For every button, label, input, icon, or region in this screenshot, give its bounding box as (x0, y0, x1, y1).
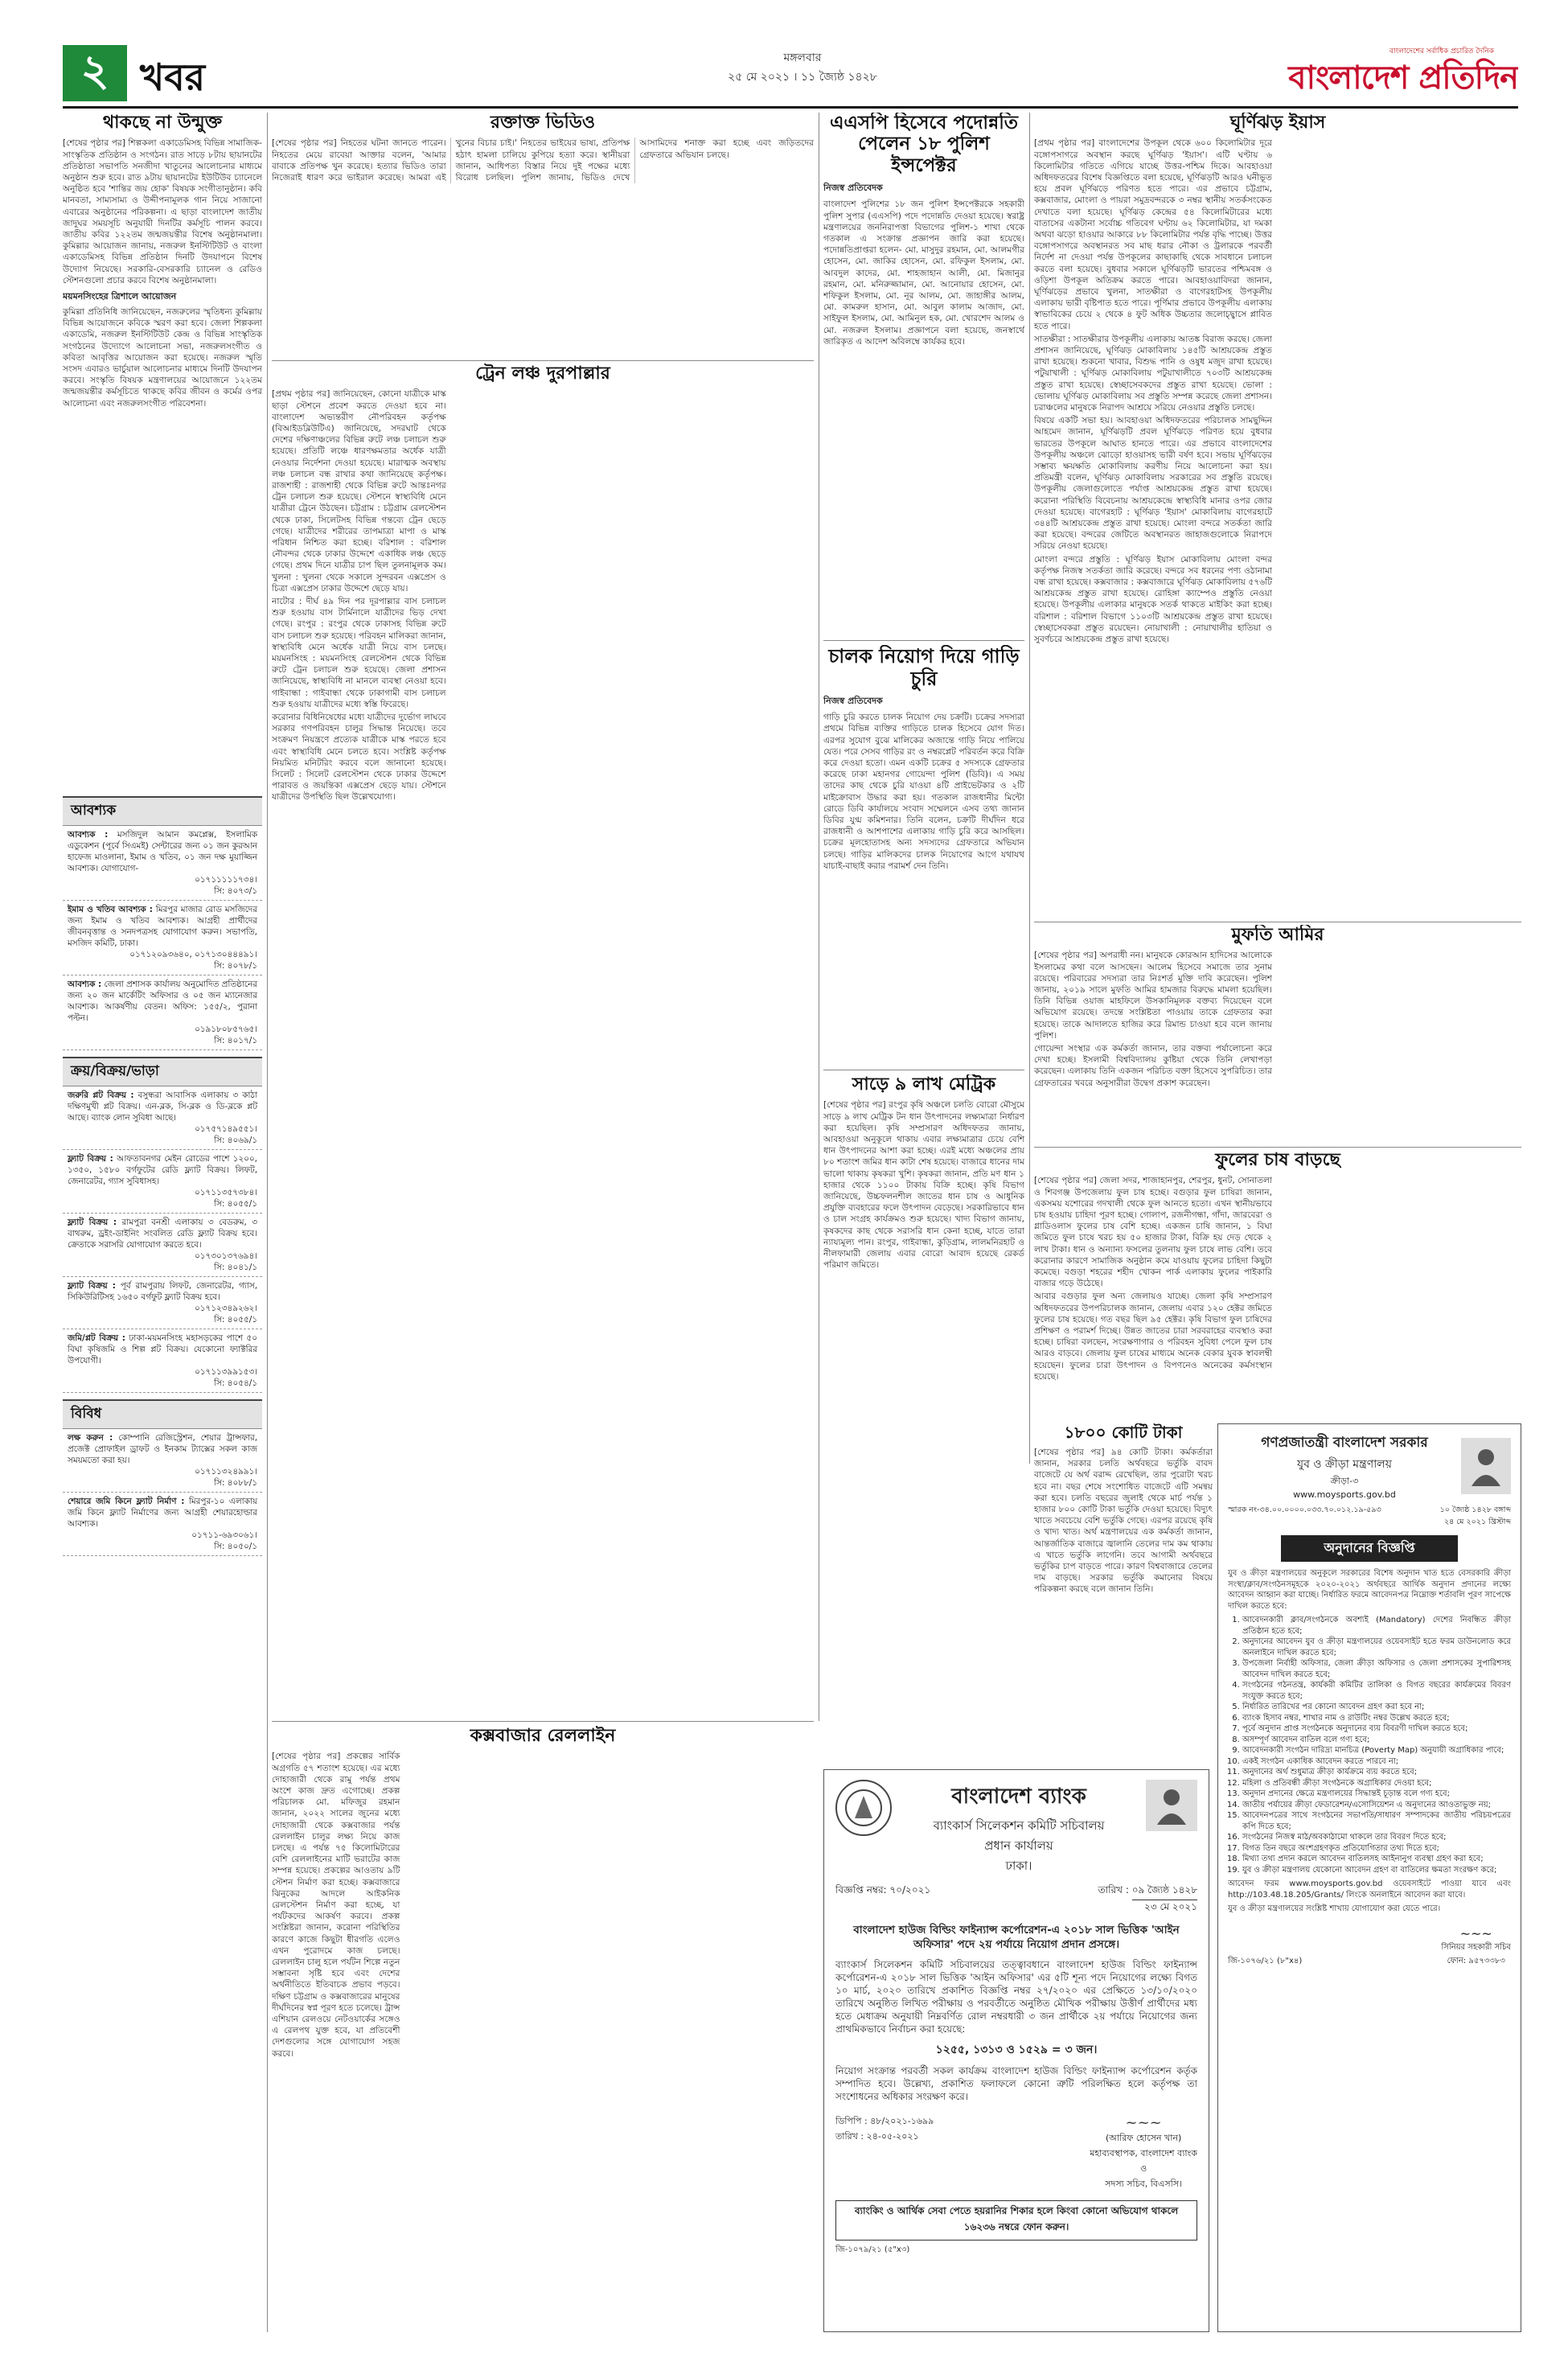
cyclone-body (1034, 138, 1521, 910)
gov-condition-item: 15. আবেদনপত্রের সাথে সংগঠনের সভাপতি/সাধারণ সম্পাদকের জাতীয় পরিচয়পত্রের কপি দিতে হবে; (1242, 1810, 1511, 1832)
train-launch-body (272, 388, 814, 1707)
ad-phone: ০১৭৫৭১৪৯৫৫১। (195, 1124, 257, 1134)
metric-article (823, 1074, 1024, 1573)
gov-signer-title: সিনিয়র সহকারী সচিব (1441, 1942, 1511, 1952)
gov-condition-item: 6. ব্যাংক হিসাব নম্বর, শাখার নাম ও রাউটিং নম্বর উল্লেখ করতে হবে; (1242, 1713, 1511, 1724)
page-number: ২ (80, 45, 109, 96)
ad-phone: ০১৭১১১১১৭৩৪। (195, 875, 257, 885)
train-launch-para: করোনার বিধিনিষেধের মধ্যে যাত্রীদের দুর্ভোগ লাঘবে সরকার গণপরিবহন চালুর সিদ্ধান্ত নিয়েছে। তবে সংক্রমণ নিয়ন্ত্রণে প্রত্যেক যাত্রীকে মাস্ক পরতে হবে এবং স্বাস্থ্যবিধি মেনে চলতে হবে। সংশ্লিষ্ট কর্তৃপক্ষ নিয়মিত মনিটরিং করবে বলে জানানো হয়েছে। সিলেট : সিলেট রেলস্টেশন থেকে ঢাকার উদ্দেশে পারাবত ও জয়ন্তিকা এক্সপ্রেস ছেড়ে যায়। স্টেশনে যাত্রীদের উপস্থিতি ছিল উল্লেখযোগ্য। (272, 712, 446, 803)
bank-dp: ডিপিপি : ৪৮/২০২১-১৬৯৯ (835, 2116, 934, 2127)
gov-condition-item: 2. অনুদানের আবেদন যুব ও ক্রীড়া মন্ত্রণালয়ের ওয়েবসাইট হতে ফরম ডাউনলোড করে অনলাইনে দাখিল করতে হবে; (1242, 1637, 1511, 1658)
mufti-article (1034, 925, 1521, 1142)
ad-text: মিরপুর-১০ এলাকায় জমি কিনে ফ্ল্যাট নির্মাণের জন্য আগ্রহী শেয়ারহোল্ডার আবশ্যক। (68, 1497, 257, 1529)
classified-ad (63, 1277, 262, 1329)
cyclone-para: বিষয়ে একটি সভা হয়। আবহাওয়া অধিদফতরের পরিচালক সামছুদ্দিন আহমেদ জানান, ঘূর্ণিঝড়টি প্রবল ঘূর্ণিঝড়ে পরিণত হয়ে বুধবার ভারতের উপকূলে আঘাত হানতে পারে। এর প্রভাবে বাংলাদেশের উপকূলীয় অঞ্চলে ঝোড়ো হাওয়াসহ ভারী বর্ষণ হবে। সভায় ঘূর্ণিঝড়ের সম্ভাব্য ক্ষয়ক্ষতি মোকাবিলায় করণীয় নিয়ে আলোচনা করা হয়। প্রতিমন্ত্রী বলেন, ঘূর্ণিঝড় মোকাবিলায় সরকারের সব প্রস্তুতি রয়েছে। উপকূলীয় জেলাগুলোতে পর্যাপ্ত আশ্রয়কেন্দ্র প্রস্তুত রাখা হয়েছে। করোনা পরিস্থিতি বিবেচনায় আশ্রয়কেন্দ্রে স্বাস্থ্যবিধি মানার ওপর জোর দেওয়া হয়েছে। বাগেরহাট : ঘূর্ণিঝড় 'ইয়াস' মোকাবিলায় বাগেরহাটে ৩৪৪টি আশ্রয়কেন্দ্র প্রস্তুত রাখা হয়েছে। মোংলা বন্দরে সতর্কতা জারি করা হয়েছে। বন্দরের জেটিতে অবস্থানরত জাহাজগুলোকে নিরাপদে সরিয়ে নেওয়া হয়েছে। (1034, 416, 1272, 552)
ad-head: শেয়ারে জমি কিনে ফ্ল্যাট নির্মাণ : (68, 1497, 185, 1506)
gov-condition-item: 10. একই সংগঠন একাধিক আবেদন করতে পারবে না; (1242, 1756, 1511, 1768)
ad-head: লক্ষ করুন : (68, 1433, 113, 1443)
ad-code: সি: ৪০১৭/১ (214, 1036, 257, 1045)
classified-rent-heading: ক্রয়/বিক্রয়/ভাড়া (63, 1057, 262, 1086)
cyclone-para: মোংলা বন্দরে প্রস্তুতি : ঘূর্ণিঝড় ইয়াস মোকাবিলায় মোংলা বন্দর কর্তৃপক্ষ নিজস্ব সতর্কতা জারি করেছে। বন্দরে সব ধরনের পণ্য ওঠানামা বন্ধ রাখা হয়েছে। কক্সবাজার : কক্সবাজারে ঘূর্ণিঝড় মোকাবিলায় ৫৭৬টি আশ্রয়কেন্দ্র প্রস্তুত রাখা হয়েছে। রোহিঙ্গা ক্যাম্পেও প্রস্তুতি নেওয়া হয়েছে। উপকূলীয় এলাকার মানুষকে সতর্ক থাকতে মাইকিং করা হচ্ছে। বরিশাল : বরিশাল বিভাগে ১১০৩টি আশ্রয়কেন্দ্র প্রস্তুত রাখা হয়েছে। স্বেচ্ছাসেবকরা প্রস্তুত রয়েছেন। নোয়াখালী : নোয়াখালীর হাতিয়া ও সুবর্ণচরে আশ্রয়কেন্দ্র প্রস্তুত রাখা হয়েছে। (1034, 554, 1272, 645)
gov-condition-item: 4. সংগঠনের গঠনতন্ত্র, কার্যকরী কমিটির তালিকা ও বিগত বছরের কার্যক্রমের বিবরণ সংযুক্ত করতে হবে; (1242, 1680, 1511, 1702)
ad-phone: ০১৭১২৩৪৯২৬২। (195, 1304, 257, 1313)
train-launch-para: নাটোর : দীর্ঘ ৪৯ দিন পর দূরপাল্লার বাস চলাচল শুরু হওয়ায় বাস টার্মিনালে যাত্রীদের ভিড় দেখা গেছে। রংপুর : রংপুর থেকে ঢাকাসহ বিভিন্ন রুটে বাস চলাচল শুরু হয়েছে। পরিবহন মালিকরা জানান, স্বাস্থ্যবিধি মেনে অর্ধেক যাত্রী নিয়ে বাস চলছে। ময়মনসিংহ : ময়মনসিংহ রেলস্টেশন থেকে বিভিন্ন রুটে ট্রেন চলাচল শুরু হয়েছে। জেলা প্রশাসন জানিয়েছে, স্বাস্থ্যবিধি না মানলে ব্যবস্থা নেওয়া হবে। গাইবান্ধা : গাইবান্ধা থেকে ঢাকাগামী বাস চলাচল শুরু হওয়ায় যাত্রীদের মধ্যে স্বস্তি ফিরেছে। (272, 596, 446, 709)
ad-text: জেলা প্রশাসক কার্যালয় অনুমোদিত প্রতিষ্ঠানের জন্য ২০ জন মার্কেটিং অফিসার ও ০৫ জন ম্যানেজার আবশ্যক। আকর্ষণীয় বেতন। অফিস: ১৫৫/২, পুরানা পল্টন। (68, 980, 257, 1023)
classified-ad (63, 1493, 262, 1556)
bank-office: প্রধান কার্যালয় (984, 1838, 1053, 1853)
driver-article (823, 645, 1024, 1063)
train-launch-headline: ট্রেন লঞ্চ দুরপাল্লার (475, 363, 610, 384)
classified-block (63, 796, 262, 2328)
classified-ad (63, 901, 262, 975)
ad-text: মিরপুর মাজার রোড মসজিদের জন্য ইমাম ও খতিব আবশ্যক। আগ্রহী প্রার্থীদের জীবনবৃত্তান্ত ও সনদপত্রসহ যোগাযোগ করুন। সভাপতি, মসজিদ কমিটি, ঢাকা। (68, 905, 257, 948)
classified-ad (63, 1150, 262, 1214)
nazrul-article (63, 113, 262, 792)
subsidy-headline: ১৮০০ কোটি টাকা (1064, 1423, 1183, 1442)
classified-ad (63, 1086, 262, 1150)
ad-phone: ০১৭১১-৬৯৩০৬১। (191, 1530, 257, 1540)
cyclone-para: সাতক্ষীরা : সাতক্ষীরার উপকূলীয় এলাকায় আতঙ্ক বিরাজ করছে। জেলা প্রশাসন জানিয়েছে, ঘূর্ণিঝড় মোকাবিলায় ১৪৫টি আশ্রয়কেন্দ্র প্রস্তুত রাখা হয়েছে। শুকনো খাবার, বিশুদ্ধ পানি ও ওষুধ মজুদ রাখা হয়েছে। পটুয়াখালী : ঘূর্ণিঝড় মোকাবিলায় পটুয়াখালীতে ৭০৩টি আশ্রয়কেন্দ্র প্রস্তুত রাখা হয়েছে। স্বেচ্ছাসেবকদের প্রস্তুত রাখা হয়েছে। ভোলা : ভোলায় ঘূর্ণিঝড় মোকাবিলায় সব প্রস্তুতি সম্পন্ন করেছে জেলা প্রশাসন। চরাঞ্চলের মানুষকে নিরাপদ আশ্রয়ে সরিয়ে নেওয়ার প্রস্তুতি চলছে। (1034, 334, 1272, 413)
gov-footer: যুব ও ক্রীড়া মন্ত্রণালয়ের সংশ্লিষ্ট শাখায় যোগাযোগ করা যেতে পারে। (1228, 1904, 1441, 1913)
ad-head: আবশ্যক : (68, 830, 109, 840)
train-launch-article (272, 363, 814, 1715)
gov-date-2: ২৪ মে ২০২১ খ্রিস্টাব্দ (1443, 1518, 1511, 1526)
classified-needed-heading: আবশ্যক (63, 796, 262, 826)
masthead-tagline: বাংলাদেশের সর্বাধিক প্রচারিত দৈনিক (1389, 47, 1494, 55)
bank-seal-icon (835, 1780, 892, 1836)
video-headline: রক্তাক্ত ভিডিও (490, 113, 596, 133)
promotion-headline: এএসপি হিসেবে পদোন্নতি পেলেন ১৮ পুলিশ ইন্সপেক্টর (829, 113, 1019, 176)
ad-code: সি: ৪০৫৫/১ (214, 1199, 257, 1209)
signature-icon: ~~~ (1125, 2114, 1162, 2132)
bank-rolls: ১২৫৫, ১৩১৩ ও ১৫২৯ = ৩ জন। (935, 2043, 1098, 2057)
header-day: মঙ্গলবার (783, 51, 822, 64)
gov-code: জি-১০৭৬/২১ (৮"x৪) (1228, 1956, 1303, 1965)
mufti-headline: মুফতি আমির (1231, 925, 1324, 945)
gov-condition-item: 17. বিগত তিন বছরে অংশগ্রহণকৃত প্রতিযোগিতার তথ্য দিতে হবে; (1242, 1843, 1511, 1854)
ad-head: আবশ্যক : (68, 980, 102, 989)
ad-phone: ০১৭১১৩৫৭৩৮৪। (195, 1188, 257, 1197)
rail-body: [শেষের পৃষ্ঠার পর] প্রকল্পের সার্বিক অগ্রগতি ৫৭ শতাংশ হয়েছে। এর মধ্যে দোহাজারী থেকে রামু পর্যন্ত প্রথম অংশে কাজ দ্রুত এগোচ্ছে। প্রকল্প পরিচালক মো. মফিজুর রহমান জানান, ২০২২ সালের জুনের মধ্যে দোহাজারী থেকে কক্সবাজার পর্যন্ত রেললাইন চালুর লক্ষ্য নিয়ে কাজ চলছে। এ পর্যন্ত ৭৫ কিলোমিটারের বেশি রেললাইনের মাটি ভরাটের কাজ সম্পন্ন হয়েছে। প্রকল্পের আওতায় ৯টি স্টেশন নির্মাণ করা হচ্ছে। কক্সবাজারে ঝিনুকের আদলে আইকনিক রেলস্টেশন নির্মাণ করা হচ্ছে, যা পর্যটকদের আকর্ষণ করবে। প্রকল্প সংশ্লিষ্টরা জানান, করোনা পরিস্থিতির কারণে কাজে কিছুটা ধীরগতি এলেও এখন পুরোদমে কাজ চলছে। রেললাইন চালু হলে পর্যটন শিল্পে নতুন সম্ভাবনা সৃষ্টি হবে এবং দেশের অর্থনীতিতে ইতিবাচক প্রভাব পড়বে। দক্ষিণ চট্টগ্রাম ও কক্সবাজারের মানুষের দীর্ঘদিনের স্বপ্ন পূরণ হতে চলেছে। ট্রান্স এশিয়ান রেলওয়ে নেটওয়ার্কের সঙ্গেও এ রেলপথ যুক্ত হবে, যা প্রতিবেশী দেশগুলোর সঙ্গে যোগাযোগ সহজ করবে। (272, 1752, 400, 2059)
bank-date-2: ২৩ মে ২০২১ (1144, 1901, 1197, 1912)
header-rule (63, 106, 1518, 109)
gov-condition-item: 7. পূর্বে অনুদান প্রাপ্ত সংগঠনকে অনুদানের ব্যয় বিবরণী দাখিল করতে হবে; (1242, 1723, 1511, 1735)
bank-signer: (আরিফ হোসেন খান) (1105, 2133, 1182, 2144)
train-launch-para: [প্রথম পৃষ্ঠার পর] জানিয়েছেন, কোনো যাত্রীকে মাস্ক ছাড়া স্টেশনে প্রবেশ করতে দেওয়া হবে না। বাংলাদেশ অভ্যন্তরীণ নৌপরিবহন কর্তৃপক্ষ (বিআইডব্লিউটিএ) জানিয়েছে, সদরঘাট থেকে দেশের দক্ষিণাঞ্চলের বিভিন্ন রুটে লঞ্চ চলাচল শুরু হয়েছে। প্রতিটি লঞ্চে ধারণক্ষমতার অর্ধেক যাত্রী নেওয়ার নির্দেশনা দেওয়া হয়েছে। মারাত্মক অবস্থায় লঞ্চ চলাচল বন্ধ রাখার কথা জানিয়েছে কর্তৃপক্ষ। রাজশাহী : রাজশাহী থেকে বিভিন্ন রুটে আন্তঃনগর ট্রেন চলাচল শুরু হয়েছে। স্টেশনে স্বাস্থ্যবিধি মেনে যাত্রীরা ট্রেনে উঠছেন। চট্টগ্রাম : চট্টগ্রাম রেলস্টেশন থেকে ঢাকা, সিলেটসহ বিভিন্ন গন্তব্যে ট্রেন ছেড়ে গেছে। যাত্রীদের শরীরের তাপমাত্রা মাপা ও মাস্ক পরিধান নিশ্চিত করা হচ্ছে। বরিশাল : বরিশাল নৌবন্দর থেকে ঢাকার উদ্দেশে একাধিক লঞ্চ ছেড়ে গেছে। প্রথম দিনে যাত্রীর চাপ ছিল তুলনামূলক কম। খুলনা : খুলনা থেকে সকালে সুন্দরবন এক্সপ্রেস ও চিত্রা এক্সপ্রেস ঢাকার উদ্দেশে ছেড়ে যায়। (272, 389, 446, 594)
ad-head: জরুরি প্লট বিক্রয় : (68, 1090, 134, 1100)
flower-para: [শেষের পৃষ্ঠার পর] জেলা সদর, শাজাহানপুর, শেরপুর, ধুনট, সোনাতলা ও শিবগঞ্জ উপজেলায় ফুল চাষ হচ্ছে। বগুড়ার ফুল চাষিরা জানান, একসময় যশোরের গদখালী থেকে ফুল আনতে হতো। এখন স্থানীয়ভাবে চাষ হওয়ায় চাহিদা পূরণ হচ্ছে। গোলাপ, রজনীগন্ধা, গাঁদা, জারবেরা ও গ্লাডিওলাস ফুলের চাষ বেশি হচ্ছে। একজন চাষি জানান, ১ বিঘা জমিতে ফুল চাষে খরচ হয় ৫০ হাজার টাকা, বিক্রি হয় দেড় থেকে ২ লাখ টাকা। ধান ও অন্যান্য ফসলের তুলনায় ফুল চাষে লাভ বেশি। তবে করোনার কারণে সামাজিক অনুষ্ঠান কমে যাওয়ায় ফুলের চাহিদা কিছুটা কমেছে। বগুড়া শহরের শহীদ খোকন পার্ক এলাকায় ফুলের পাইকারি বাজার গড়ে উঠেছে। (1034, 1176, 1272, 1289)
cyclone-headline: ঘূর্ণিঝড় ইয়াস (1229, 113, 1326, 133)
nazrul-subhead: ময়মনসিংহের ত্রিশালে আয়োজন (63, 290, 177, 302)
gov-condition-item: 18. মিথ্যা তথ্য প্রদান করলে আবেদন বাতিলসহ আইনানুগ ব্যবস্থা গ্রহণ করা হবে; (1242, 1854, 1511, 1865)
video-body: [শেষের পৃষ্ঠার পর] নিহতের ঘটনা জানতে পারেন। নিহতের মেয়ে রাবেয়া আক্তার বলেন, 'আমার বাবাকে প্রতিপক্ষ খুন করেছে। হত্যার ভিডিও তারা নিজেরাই ধারণ করে ভাইরাল করেছে। আমরা এই খুনের বিচার চাই।' নিহতের ভাইয়ের ভাষ্য, প্রতিপক্ষ হঠাৎ হামলা চালিয়ে কুপিয়ে হত্যা করে। স্থানীয়রা জানান, আধিপত্য বিস্তার নিয়ে দুই পক্ষের মধ্যে বিরোধ চলছিল। পুলিশ জানায়, ভিডিও দেখে আসামিদের শনাক্ত করা হচ্ছে এবং জড়িতদের গ্রেফতারে অভিযান চলছে। (272, 138, 814, 183)
portrait-icon (1146, 1780, 1197, 1831)
ad-head: ইমাম ও খতিব আবশ্যক : (68, 905, 153, 914)
signature-icon: ~~~ (1459, 1925, 1492, 1941)
masthead-logo (1229, 55, 1518, 103)
flower-para: আবার বগুড়ার ফুল অন্য জেলায়ও যাচ্ছে। জেলা কৃষি সম্প্রসারণ অধিদফতরের উপপরিচালক জানান, জেলায় এবার ১২০ হেক্টর জমিতে ফুলের চাষ হয়েছে। গত বছর ছিল ৯৫ হেক্টর। কৃষি বিভাগ ফুল চাষিদের প্রশিক্ষণ ও পরামর্শ দিচ্ছে। উন্নত জাতের চারা সরবরাহের ব্যবস্থাও করা হচ্ছে। চাষিরা বলছেন, সংরক্ষণাগার ও পরিবহন সুবিধা পেলে ফুল চাষ আরও বাড়বে। জেলায় ফুল চাষের মাধ্যমে অনেক বেকার যুবক স্বাবলম্বী হয়েছেন। ফুলের চারা উৎপাদন ও বিপণনেও অনেকের কর্মসংস্থান হয়েছে। (1034, 1292, 1272, 1382)
section-rule (272, 1721, 814, 1722)
gov-ministry: যুব ও ক্রীড়া মন্ত্রণালয় (1297, 1458, 1392, 1471)
ad-text: বসুন্ধরা আবাসিক এলাকায় ৩ কাঠা দক্ষিণমুখী প্লট বিক্রয়। এন-ব্লক, সি-ব্লক ও ডি-ব্লকে প্লট আছে। ব্যাংক লোন সুবিধা আছে। (68, 1090, 257, 1123)
gov-condition-item: 5. নির্ধারিত তারিখের পর কোনো আবেদন গ্রহণ করা হবে না; (1242, 1702, 1511, 1713)
bank-city: ঢাকা। (1005, 1859, 1032, 1873)
promotion-byline: নিজস্ব প্রতিবেদক (823, 183, 883, 194)
page-number-box (63, 45, 127, 101)
ad-text: ঢাকা-ময়মনসিংহ মহাসড়কের পাশে ৫০ বিঘা কৃষিজমি ও শিল্প প্লট বিক্রয়। যেকোনো ফ্যাক্টরির উপযোগী। (68, 1333, 258, 1366)
classified-misc-heading: বিবিধ (63, 1399, 262, 1429)
classified-ad (63, 1429, 262, 1493)
classified-ad (63, 975, 262, 1050)
gov-conditions-list (1228, 1615, 1511, 1875)
logo-text: বাংলাদেশ প্রতিদিন (1288, 58, 1518, 97)
mufti-para: [শেষের পৃষ্ঠার পর] অপরাধী নন। মানুষকে কোরআন হাদিসের আলোকে ইসলামের কথা বলে আসছেন। আলেম হিসেবে সমাজে তার সুনাম রয়েছে। পরিবারের সদস্যরা তার নিঃশর্ত মুক্তি দাবি করেছেন। পুলিশ জানায়, ২০১৯ সালে মুফতি আমির হামজার বিরুদ্ধে মামলা হয়েছিল। তিনি বিভিন্ন ওয়াজ মাহফিলে উসকানিমূলক বক্তব্য দিয়েছেন বলে অভিযোগ রয়েছে। তদন্তে সংশ্লিষ্টতা পাওয়ায় তাকে গ্রেফতার করা হয়েছে। তাকে আদালতে হাজির করে রিমান্ড চাওয়া হবে বলে জানায় পুলিশ। (1034, 951, 1272, 1041)
driver-headline: চালক নিয়োগ দিয়ে গাড়ি চুরি (828, 645, 1020, 690)
gov-condition-item: 11. অনুদানের অর্থ শুধুমাত্র ক্রীড়া কার্যক্রমে ব্যয় করতে হবে; (1242, 1767, 1511, 1778)
video-article (272, 113, 814, 354)
gov-condition-item: 16. সংগঠনের নিজস্ব মাঠ/অবকাঠামো থাকলে তার বিবরণ দিতে হবে; (1242, 1832, 1511, 1843)
bank-footer: ব্যাংকিং ও আর্থিক সেবা পেতে হয়রানির শিকার হলে কিংবা কোনো অভিযোগ থাকলে ১৬২৩৬ নম্বরে ফোন করুন। (835, 2200, 1197, 2241)
ad-text: পূর্ব রামপুরায় লিফট, জেনারেটর, গ্যাস, সিকিউরিটিসহ ১৬৫০ বর্গফুট ফ্ল্যাট বিক্রয় হবে। (68, 1281, 257, 1302)
flower-body (1034, 1175, 1521, 1400)
ad-head: ফ্ল্যাট বিক্রয় : (68, 1218, 117, 1227)
portrait-icon (1461, 1438, 1511, 1494)
gov-branch: ক্রীড়া-৩ (1330, 1476, 1359, 1486)
gov-condition-item: 8. অসম্পূর্ণ আবেদন বাতিল বলে গণ্য হবে; (1242, 1735, 1511, 1746)
bank-ad (823, 1769, 1209, 2332)
bank-signer-title-3: সদস্য সচিব, বিএসসি। (1105, 2179, 1182, 2190)
gov-condition-item: 9. আবেদনকারী সংগঠন দারিদ্র্য মানচিত্র (Poverty Map) অনুযায়ী অগ্রাধিকার পাবে; (1242, 1745, 1511, 1756)
flower-headline: ফুলের চাষ বাড়ছে (1215, 1150, 1340, 1170)
cyclone-article (1034, 113, 1521, 917)
gov-link-note: আবেদন ফরম www.moysports.gov.bd ওয়েবসাইটে পাওয়া যাবে এবং http://103.48.18.205/Grants/ লিংকে অনলাইনে আবেদন করা যাবে। (1228, 1879, 1511, 1900)
header-date: ২৫ মে ২০২১ । ১১ জ্যৈষ্ঠ ১৪২৮ (728, 71, 877, 84)
promotion-body: বাংলাদেশ পুলিশের ১৮ জন পুলিশ ইন্সপেক্টরকে সহকারী পুলিশ সুপার (এএসপি) পদে পদোন্নতি দেওয়া হয়েছে। স্বরাষ্ট্র মন্ত্রণালয়ের জননিরাপত্তা বিভাগের পুলিশ-১ শাখা থেকে গতকাল এ সংক্রান্ত প্রজ্ঞাপন জারি করা হয়েছে। পদোন্নতিপ্রাপ্তরা হলেন- মো. মাসুদুর রহমান, মো. আলমগীর হোসেন, মো. জাকির হোসেন, মো. রফিকুল ইসলাম, মো. আবদুল কাদের, মো. শাহজাহান আলী, মো. মিজানুর রহমান, মো. মনিরুজ্জামান, মো. আনোয়ার হোসেন, মো. শফিকুল ইসলাম, মো. নূর আলম, মো. জাহাঙ্গীর আলম, মো. কামরুল হাসান, মো. আবুল কালাম আজাদ, মো. সাইফুল ইসলাম, মো. আমিনুল হক, মো. খোরশেদ আলম ও মো. নজরুল ইসলাম। প্রজ্ঞাপনে বলা হয়েছে, জনস্বার্থে জারিকৃত এ আদেশ অবিলম্বে কার্যকর হবে। (823, 199, 1024, 347)
gov-ad (1217, 1423, 1521, 2332)
bank-notice-no: বিজ্ঞপ্তি নম্বর: ৭০/২০২১ (835, 1884, 931, 1896)
ad-code: সি: ৪০৪১/১ (214, 1263, 257, 1272)
mufti-body (1034, 950, 1521, 1133)
ad-text: রামপুরা বনশ্রী এলাকায় ৩ বেডরুম, ৩ বাথরুম, ড্রইং-ডাইনিং সংবলিত রেডি ফ্ল্যাট বিক্রয় হবে। ক্রেতাকে সরাসরি যোগাযোগ করতে হবে। (68, 1218, 257, 1250)
bank-dept: ব্যাংকার্স সিলেকশন কমিটি সচিবালয় (933, 1818, 1105, 1833)
section-title: খবর (140, 55, 206, 99)
section-rule (823, 640, 1024, 641)
bank-date-label: তারিখ : (1098, 1884, 1129, 1896)
bank-signer-title-2: ও (1140, 2163, 1147, 2175)
gov-ad-title: অনুদানের বিজ্ঞপ্তি (1281, 1535, 1458, 1562)
gov-condition-item: 12. মহিলা ও প্রতিবন্ধী ক্রীড়া সংগঠনকে অগ্রাধিকার দেওয়া হবে; (1242, 1778, 1511, 1789)
bank-date-1: ০৯ জ্যৈষ্ঠ ১৪২৮ (1132, 1883, 1197, 1900)
ad-head: জমি/প্লট বিক্রয় : (68, 1333, 125, 1343)
ad-code: সি: ৪০৫৫/১ (214, 1315, 257, 1325)
rail-article (272, 1726, 814, 2337)
ad-phone: ০১৭১১৩২৪৯৯১। (195, 1467, 257, 1477)
mufti-para: গোয়েন্দা সংস্থার এক কর্মকর্তা জানান, তার বক্তব্য পর্যালোচনা করে দেখা হচ্ছে। ইসলামী বিশ্ববিদ্যালয় কুষ্টিয়া থেকে তিনি লেখাপড়া করেছেন। এলাকায় তিনি একজন পরিচিত বক্তা হিসেবে সুপরিচিত। তার গ্রেফতারের খবরে অনুসারীরা উদ্বেগ প্রকাশ করেছেন। (1034, 1043, 1272, 1088)
driver-body: গাড়ি চুরি করতে চালক নিয়োগ দেয় চক্রটি। চক্রের সদস্যরা প্রথমে বিভিন্ন ব্যক্তির গাড়িতে চালক হিসেবে যোগ দিত। এরপর সুযোগ বুঝে মালিকের অজান্তে গাড়ি নিয়ে পালিয়ে যেত। পরে সেসব গাড়ির রং ও নম্বরপ্লেট পরিবর্তন করে বিক্রি করে দেওয়া হতো। এমন একটি চক্রের ৫ সদস্যকে গ্রেফতার করেছে ঢাকা মহানগর গোয়েন্দা পুলিশ (ডিবি)। এ সময় তাদের কাছ থেকে চুরি যাওয়া ৪টি প্রাইভেটকার ও ২টি মাইক্রোবাস উদ্ধার করা হয়। গতকাল রাজধানীর মিন্টো রোডে ডিবি কার্যালয়ে সংবাদ সম্মেলনে এসব তথ্য জানান ডিবির যুগ্ম কমিশনার। তিনি বলেন, চক্রটি দীর্ঘদিন ধরে রাজধানী ও আশপাশের এলাকায় গাড়ি চুরি করে আসছিল। চক্রের মূলহোতাসহ অন্য সদস্যদের গ্রেফতারে অভিযান চলছে। গাড়ির মালিকদের চালক নিয়োগের আগে যথাযথ যাচাই-বাছাই করার পরামর্শ দেন তিনি। (823, 713, 1024, 871)
gov-condition-item: 19. যুব ও ক্রীড়া মন্ত্রণালয় যেকোনো আবেদন গ্রহণ বা বাতিলের ক্ষমতা সংরক্ষণ করে; (1242, 1865, 1511, 1876)
classified-ad (63, 1214, 262, 1277)
section-rule (272, 360, 814, 361)
subsidy-article (1034, 1423, 1213, 1785)
bank-dp-date: তারিখ : ২৪-০৫-২০২১ (835, 2131, 919, 2142)
driver-byline: নিজস্ব প্রতিবেদক (823, 696, 883, 707)
ad-code: সি: ৪০৬৯/১ (214, 1136, 257, 1145)
classified-ad (63, 1329, 262, 1393)
gov-condition-item: 1. আবেদনকারী ক্লাব/সংগঠনকে অবশ্যই (Mandatory) দেশের নিবন্ধিত ক্রীড়া প্রতিষ্ঠান হতে হবে; (1242, 1615, 1511, 1637)
ad-head: ফ্ল্যাট বিক্রয় : (68, 1154, 113, 1164)
bank-body-2: নিয়োগ সংক্রান্ত পরবর্তী সকল কার্যক্রম বাংলাদেশ হাউজ বিল্ডিং ফাইন্যান্স কর্পোরেশন কর্তৃক সম্পাদিত হবে। উল্লেখ্য, প্রকাশিত ফলাফলে কোনো ত্রুটি পরিলক্ষিত হলে কর্তৃপক্ষ তা সংশোধনের অধিকার সংরক্ষণ করে। (835, 2065, 1197, 2103)
bank-code: জি-১০৭৯/২১ (৫"x৩) (835, 2245, 910, 2255)
bank-name: বাংলাদেশ ব্যাংক (951, 1785, 1086, 1809)
ad-code: সি: ৪০৭৮/১ (214, 961, 257, 971)
bank-subject: বাংলাদেশ হাউজ বিল্ডিং ফাইন্যান্স কর্পোরেশন-এ ২০১৮ সাল ভিত্তিক 'আইন অফিসার' পদে ২য় পর্যায়ে নিয়োগ প্রদান প্রসঙ্গে। (853, 1924, 1180, 1952)
bank-body: ব্যাংকার্স সিলেকশন কমিটি সচিবালয়ের তত্ত্বাবধানে বাংলাদেশ হাউজ বিল্ডিং ফাইন্যান্স কর্পোরেশন-এ ২০১৮ সাল ভিত্তিক 'আইন অফিসার' এর ৫টি শূন্য পদে নিয়োগের লক্ষ্যে বিগত ১০ মার্চ, ২০২০ তারিখে প্রকাশিত বিজ্ঞপ্তি নম্বর ২৭/২০২০ এর প্রেক্ষিতে ১৩/১০/২০২০ তারিখে অনুষ্ঠিত লিখিত পরীক্ষায় ও পরবর্তীতে অনুষ্ঠিত মৌখিক পরীক্ষায় উত্তীর্ণ প্রার্থীদের মধ্য হতে মেধাক্রম অনুযায়ী নিম্নবর্ণিত রোল নম্বরধারী ৩ জন প্রার্থীকে ২য় পর্যায়ে নিয়োগের জন্য প্রাথমিকভাবে নির্বাচন করা হয়েছে: (835, 1959, 1197, 2035)
ad-phone: ০১৭১১৩৯৯১৫৩। (195, 1367, 257, 1377)
cyclone-para: [প্রথম পৃষ্ঠার পর] বাংলাদেশের উপকূল থেকে ৬০০ কিলোমিটার দূরে বঙ্গোপসাগরে অবস্থান করছে ঘূর্ণিঝড় 'ইয়াস'। এটি ঘণ্টায় ৬ কিলোমিটার গতিতে এগিয়ে যাচ্ছে উত্তর-পশ্চিম দিকে। আবহাওয়া অধিদফতরের বিশেষ বিজ্ঞপ্তিতে বলা হয়েছে, ঘূর্ণিঝড়টি আরও ঘনীভূত হয়ে প্রবল ঘূর্ণিঝড়ে পরিণত হতে পারে। এর প্রভাবে চট্টগ্রাম, কক্সবাজার, মোংলা ও পায়রা সমুদ্রবন্দরকে ৩ নম্বর স্থানীয় সতর্কসংকেত দেখাতে বলা হয়েছে। ঘূর্ণিঝড় কেন্দ্রের ৫৪ কিলোমিটারের মধ্যে বাতাসের একটানা সর্বোচ্চ গতিবেগ ঘণ্টায় ৬২ কিলোমিটার, যা দমকা অথবা ঝড়ো হাওয়ার আকারে ৮৮ কিলোমিটার পর্যন্ত বৃদ্ধি পাচ্ছে। উত্তর বঙ্গোপসাগরে অবস্থানরত সব মাছ ধরার নৌকা ও ট্রলারকে পরবর্তী নির্দেশ না দেওয়া পর্যন্ত উপকূলের কাছাকাছি থেকে সাবধানে চলাচল করতে বলা হয়েছে। বুধবার সকালে ঘূর্ণিঝড়টি ভারতের পশ্চিমবঙ্গ ও ওড়িশা উপকূল অতিক্রম করতে পারে। আবহাওয়াবিদরা জানান, ঘূর্ণিঝড়ের প্রভাবে খুলনা, সাতক্ষীরা ও বাগেরহাটসহ উপকূলীয় এলাকায় ভারী বৃষ্টিপাত হতে পারে। পূর্ণিমার প্রভাবে উপকূলীয় এলাকায় স্বাভাবিকের চেয়ে ২ থেকে ৪ ফুট অধিক উচ্চতার জলোচ্ছ্বাসে প্লাবিত হতে পারে। (1034, 138, 1272, 331)
gov-condition-item: 14. জাতীয় পর্যায়ের ক্রীড়া ফেডারেশন/এসোসিয়েশন এ অনুদানের আওতাভুক্ত নয়; (1242, 1800, 1511, 1811)
section-rule (1034, 1147, 1521, 1148)
ad-code: সি: ৪০৮৮/১ (214, 1478, 257, 1488)
ad-text: মসজিদুল আমান কমপ্লেক্স, ইসলামিক এডুকেশন (পূর্বে সিএমই) সেন্টারের জন্য ০১ জন কুরআন হাফেজ মাওলানা, ইমাম ও খতিব, ০১ জন দক্ষ মুয়াজ্জিন আবশ্যক। যোগাযোগ- (68, 830, 257, 873)
ad-phone: ০১৯১৮০৮৫৭৬৫। (195, 1025, 257, 1034)
gov-date-1: ১০ জ্যৈষ্ঠ ১৪২৮ বঙ্গাব্দ (1439, 1505, 1511, 1514)
gov-signer-phone: ফোন: ৯৫৭৩৩৮৩ (1447, 1956, 1505, 1965)
ad-code: সি: ৪০৫০/১ (214, 1542, 257, 1551)
ad-text: আফতাবনগর মেইন রোডের পাশে ১২০০, ১৩৫০, ১৫৮০ বর্গফুটের রেডি ফ্ল্যাট বিক্রয়। লিফট, জেনারেটর, গ্যাস সুবিধাসহ। (68, 1154, 257, 1186)
rail-headline: কক্সবাজার রেললাইন (470, 1726, 616, 1746)
promotion-article (823, 113, 1024, 635)
gov-condition-item: 13. অনুদান প্রদানের ক্ষেত্রে মন্ত্রণালয়ের সিদ্ধান্তই চূড়ান্ত বলে গণ্য হবে; (1242, 1789, 1511, 1800)
ad-phone: ০১৭৩০১৩৭৬৯৪। (195, 1251, 257, 1261)
gov-memo: স্মারক নং-৩৪.০০.০০০০.০৩৩.৭০.০১২.১৯-৫৯৩ (1228, 1505, 1381, 1514)
ad-code: সি: ৪০৫৪/১ (214, 1378, 257, 1388)
subsidy-body: [শেষের পৃষ্ঠার পর] ৯৪ কোটি টাকা। কর্মকর্তারা জানান, সরকার চলতি অর্থবছরে ভর্তুকি বাবদ বাজেটে যে অর্থ বরাদ্দ রেখেছিল, তার পুরোটা খরচ হবে না। বছর শেষে সংশোধিত বাজেটে এটি সমন্বয় করা হবে। চলতি বছরের জুলাই থেকে মার্চ পর্যন্ত ১ হাজার ৮০০ কোটি টাকা ভর্তুকি দেওয়া হয়েছে। বিদ্যুৎ খাতে সবচেয়ে বেশি ভর্তুকি গেছে। এরপর রয়েছে কৃষি ও খাদ্য খাত। অর্থ মন্ত্রণালয়ের এক কর্মকর্তা জানান, আন্তর্জাতিক বাজারে জ্বালানি তেলের দাম কম থাকায় এ খাতে ভর্তুকি লাগেনি। তবে আগামী অর্থবছরে ভর্তুকির চাপ বাড়তে পারে। কারণ বিশ্ববাজারে তেলের দাম বাড়ছে। সরকার ভর্তুকি কমানোর বিষয়ে পরিকল্পনা করছে বলে জানান তিনি। (1034, 1448, 1213, 1595)
column-divider (1029, 113, 1030, 1464)
flower-article (1034, 1150, 1521, 1407)
gov-intro: যুব ও ক্রীড়া মন্ত্রণালয়ের অনুকূলে সরকারের বিশেষ অনুদান খাত হতে বেসরকারি ক্রীড়া সংস্থা/ক্লাব/সংগঠনসমূহকে ২০২০-২০২১ অর্থবছরে আর্থিক অনুদান প্রদানের লক্ষ্যে আবেদন আহ্বান করা যাচ্ছে। নির্ধারিত ফরমে আবেদনপত্র নিম্নোক্ত শর্তাবলি পূরণ সাপেক্ষে দাখিল করতে হবে: (1228, 1569, 1511, 1611)
gov-name: গণপ্রজাতন্ত্রী বাংলাদেশ সরকার (1261, 1435, 1428, 1451)
nazrul-body-2: কুমিল্লা প্রতিনিধি জানিয়েছেন, নজরুলের স্মৃতিধন্য কুমিল্লায় বিভিন্ন আয়োজনে কবিকে স্মরণ করা হবে। জেলা শিল্পকলা একাডেমি, নজরুল ইনস্টিটিউট কেন্দ্র ও বিভিন্ন সাংস্কৃতিক সংগঠনের উদ্যোগে আলোচনা সভা, নজরুলসংগীত ও কবিতা আবৃত্তির আয়োজন করা হয়েছে। নজরুল স্মৃতি সংসদ এবারও ভার্চুয়াল আলোচনার মাধ্যমে দিনটি উদযাপন করবে। সংস্কৃতি বিষয়ক মন্ত্রণালয়ের আয়োজনে ১২২তম জন্মজয়ন্তীর কর্মসূচিতে থাকছে কবির জীবন ও কর্মের ওপর আলোচনা এবং নজরুলসংগীত পরিবেশনা। (63, 306, 262, 409)
gov-web: www.moysports.gov.bd (1293, 1489, 1396, 1500)
classified-ad (63, 826, 262, 901)
nazrul-body: [শেষের পৃষ্ঠার পর] শিল্পকলা একাডেমিসহ বিভিন্ন সামাজিক-সাংস্কৃতিক প্রতিষ্ঠান ও সংগঠন। রাত সাড়ে ৮টায় ছায়ানটের প্রতিষ্ঠাতা সভাপতি সনজীদা খাতুনের আলোচনার মাধ্যমে অনুষ্ঠান শুরু হবে। রাত ৯টায় ছায়ানটের ইউটিউব চ্যানেলে অনুষ্ঠিত হবে 'শান্তির জয় হোক' বিষয়ক সংগীতানুষ্ঠান। কবি মানবতা, সাম্যসাম্য ও উদ্দীপনামূলক গান নিয়ে সাজানো এবারের অনুষ্ঠানের পরিকল্পনা। এ ছাড়া বাংলাদেশ জাতীয় জাদুঘর সময়সূচি অনুযায়ী দিনটির কর্মসূচি পালন করবে। জাতীয় কবির ১২২তম জন্মজয়ন্তীর বিশেষ অনুষ্ঠানমালা। কুমিল্লার আয়োজন জানায়, নজরুল ইনস্টিটিউট ও বাংলা একাডেমিসহ বিভিন্ন প্রতিষ্ঠান দিনটি উদযাপনে বিশেষ উদ্যোগ নিয়েছে। সরকারি-বেসরকারি চ্যানেল ও রেডিও স্টেশনগুলো প্রচার করবে বিশেষ অনুষ্ঠানমালা। (63, 138, 262, 285)
gov-condition-item: 3. উপজেলা নির্বাহী অফিসার, জেলা ক্রীড়া অফিসার ও জেলা প্রশাসকের সুপারিশসহ আবেদন দাখিল করতে হবে; (1242, 1658, 1511, 1680)
metric-body: [শেষের পৃষ্ঠার পর] রংপুর কৃষি অঞ্চলে চলতি বোরো মৌসুমে সাড়ে ৯ লাখ মেট্রিক টন ধান উৎপাদনের লক্ষ্যমাত্রা নির্ধারণ করা হয়েছিল। কৃষি সম্প্রসারণ অধিদফতর জানায়, আবহাওয়া অনুকূলে থাকায় এবার লক্ষ্যমাত্রার চেয়ে বেশি ধান উৎপাদনের আশা করা হচ্ছে। এরই মধ্যে অঞ্চলের প্রায় ৮০ শতাংশ জমির ধান কাটা শেষ হয়েছে। বাজারে ধানের দাম ভালো থাকায় কৃষকরা খুশি। কৃষকরা জানান, প্রতি মণ ধান ১ হাজার থেকে ১১০০ টাকায় বিক্রি হচ্ছে। কৃষি বিভাগ জানিয়েছে, উচ্চফলনশীল জাতের ধান চাষ ও আধুনিক প্রযুক্তি ব্যবহারের ফলে উৎপাদন বেড়েছে। সরকারিভাবে ধান ও চাল সংগ্রহ কার্যক্রমও শুরু হয়েছে। খাদ্য বিভাগ জানায়, কৃষকদের কাছ থেকে সরাসরি ধান কেনা হচ্ছে, যাতে তারা ন্যায্যমূল্য পান। রংপুর, গাইবান্ধা, কুড়িগ্রাম, লালমনিরহাট ও নীলফামারী জেলায় এবার বোরো আবাদ হয়েছে রেকর্ড পরিমাণ জমিতে। (823, 1100, 1024, 1271)
ad-code: সি: ৪০৭৩/১ (214, 886, 257, 896)
column-divider (267, 113, 268, 2332)
ad-phone: ০১৭১২০৯৩৬৪০, ০১৭১৩০৪৪৪৯১। (129, 950, 257, 959)
nazrul-headline: থাকছে না উন্মুক্ত (102, 113, 223, 133)
ad-text: কোম্পানি রেজিস্ট্রেশন, শেয়ার ট্রান্সফার, প্রজেক্ট প্রোফাইল ড্রাফট ও ইনকাম ট্যাক্সের সকল কাজ সময়মতো করা হয়। (68, 1433, 257, 1465)
metric-headline: সাড়ে ৯ লাখ মেট্রিক (852, 1074, 996, 1095)
bank-signer-title: মহাব্যবস্থাপক, বাংলাদেশ ব্যাংক (1090, 2148, 1197, 2159)
ad-head: ফ্ল্যাট বিক্রয় : (68, 1281, 116, 1291)
